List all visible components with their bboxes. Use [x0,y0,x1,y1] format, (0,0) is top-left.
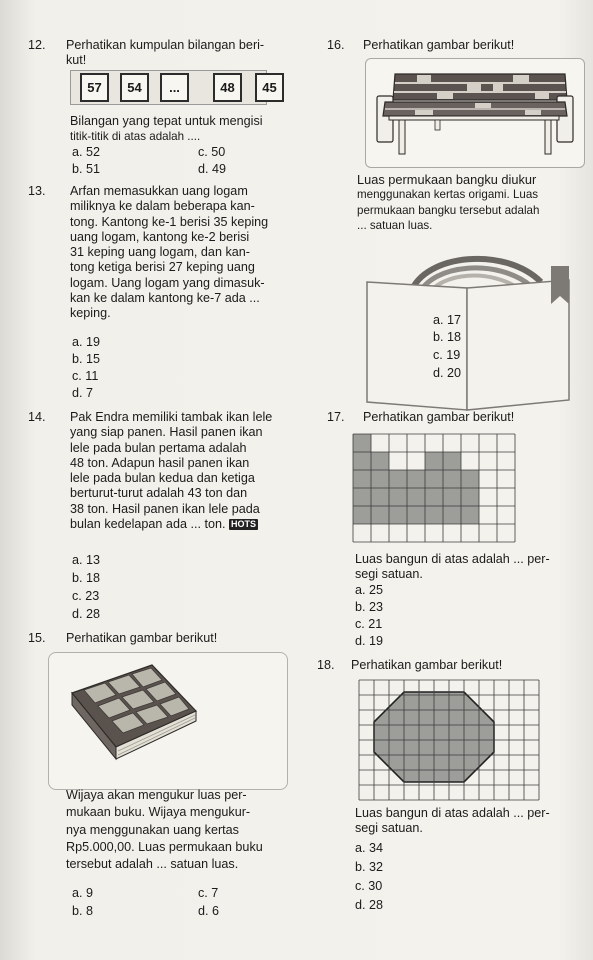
option-c[interactable]: c. 11 [72,369,99,383]
question-line [70,517,298,532]
question-line: tong. Kantong ke-1 berisi 35 keping [70,214,269,229]
sequence-box: 48 [213,73,242,102]
question-line: 38 ton. Hasil panen ikan lele pada [70,501,260,516]
question-line: yang siap panen. Hasil panen ikan [70,425,263,440]
option-d[interactable]: d. 49 [198,162,227,176]
open-book-illustration [365,244,577,414]
option-d[interactable]: d. 7 [72,386,94,400]
question-line: Perhatikan gambar berikut! [363,410,515,424]
question-line: Perhatikan gambar berikut! [363,38,515,52]
question-line: uang logam, kantong ke-2 berisi [70,229,250,244]
question-number: 12. [28,38,46,52]
question-line: nya menggunakan uang kertas [66,822,239,837]
option-a[interactable]: a. 9 [72,886,94,900]
question-line: 48 ton. Adapun hasil panen ikan [70,455,250,470]
caption-line: Luas permukaan bangku diukur [357,172,537,187]
sequence-box: 45 [255,73,284,102]
question-number: 14. [28,410,46,424]
caption-line: ... satuan luas. [357,218,433,232]
option-b[interactable]: b. 18 [433,330,462,344]
option-b[interactable]: b. 18 [72,571,101,585]
option-d[interactable]: d. 19 [355,634,384,648]
grid-shape-17 [353,434,531,546]
question-line: Bilangan yang tepat untuk mengisi [70,114,263,128]
option-b[interactable]: b. 8 [72,904,94,918]
option-a[interactable]: a. 17 [433,313,462,327]
option-b[interactable]: b. 51 [72,162,101,176]
question-number: 16. [327,38,345,52]
question-line: keping. [70,306,111,321]
sequence-box-blank: ... [160,73,189,102]
question-18-body [355,806,593,837]
question-15-body [66,788,298,872]
question-line: miliknya ke dalam beberapa kan- [70,199,255,214]
book-illustration [58,663,208,773]
question-line: segi satuan. [355,567,423,582]
option-b[interactable]: b. 32 [355,860,384,874]
question-line: Luas bangun di atas adalah ... per- [355,806,550,820]
sequence-box: 57 [80,73,109,102]
option-d[interactable]: d. 28 [355,898,384,912]
question-line: 31 keping uang logam, dan kan- [70,245,250,260]
option-d[interactable]: d. 28 [72,607,101,621]
caption-line: menggunakan kertas origami. Luas [357,188,539,202]
option-a[interactable]: a. 25 [355,583,384,597]
option-b[interactable]: b. 23 [355,600,384,614]
grid-shape-18 [359,680,539,800]
question-16-caption [357,172,593,233]
question-line: lele pada bulan kedua dan ketiga [70,471,255,486]
question-line: Arfan memasukkan uang logam [70,184,248,198]
option-a[interactable]: a. 13 [72,553,101,567]
question-line: logam. Uang logam yang dimasuk- [70,275,265,290]
question-line: berturut-turut adalah 43 ton dan [70,486,248,501]
question-line: Perhatikan kumpulan bilangan beri- [66,38,265,52]
option-c[interactable]: c. 19 [433,348,461,362]
question-line: kut! [66,53,87,67]
bench-illustration [375,66,575,158]
question-line: kan ke dalam kantong ke-7 ada ... [70,291,260,306]
question-number: 18. [317,658,335,672]
question-text [70,184,298,322]
caption-line: permukaan bangku tersebut adalah [357,203,540,217]
option-d[interactable]: d. 20 [433,366,462,380]
question-line: Luas bangun di atas adalah ... per- [355,552,550,566]
option-c[interactable]: c. 21 [355,617,383,631]
question-line-text: bulan kedelapan ada ... ton. [70,517,226,532]
question-line: Perhatikan gambar berikut! [351,658,503,672]
question-line: mukaan buku. Wijaya mengukur- [66,805,251,820]
question-number: 15. [28,631,46,645]
question-17-body [355,552,593,583]
question-line: Wijaya akan mengukur luas per- [66,788,247,802]
option-c[interactable]: c. 30 [355,879,383,893]
question-line: Perhatikan gambar berikut! [66,631,218,645]
hots-badge: HOTS [230,519,256,530]
question-12-body [70,114,263,145]
option-c[interactable]: c. 7 [198,886,219,900]
option-c[interactable]: c. 50 [198,145,226,159]
question-line: Rp5.000,00. Luas permukaan buku [66,839,263,854]
question-number: 13. [28,184,46,198]
question-number: 17. [327,410,345,424]
question-line: tersebut adalah ... satuan luas. [66,857,239,872]
option-b[interactable]: b. 15 [72,352,101,366]
option-a[interactable]: a. 52 [72,145,101,159]
question-line: lele pada bulan pertama adalah [70,440,247,455]
sequence-box: 54 [120,73,149,102]
question-text [70,410,298,532]
option-a[interactable]: a. 34 [355,841,384,855]
question-line: titik-titik di atas adalah .... [70,130,201,144]
question-line: Pak Endra memiliki tambak ikan lele [70,410,273,424]
option-a[interactable]: a. 19 [72,335,101,349]
question-line: segi satuan. [355,821,423,836]
question-line: tong ketiga berisi 27 keping uang [70,260,255,275]
option-d[interactable]: d. 6 [198,904,220,918]
option-c[interactable]: c. 23 [72,589,100,603]
